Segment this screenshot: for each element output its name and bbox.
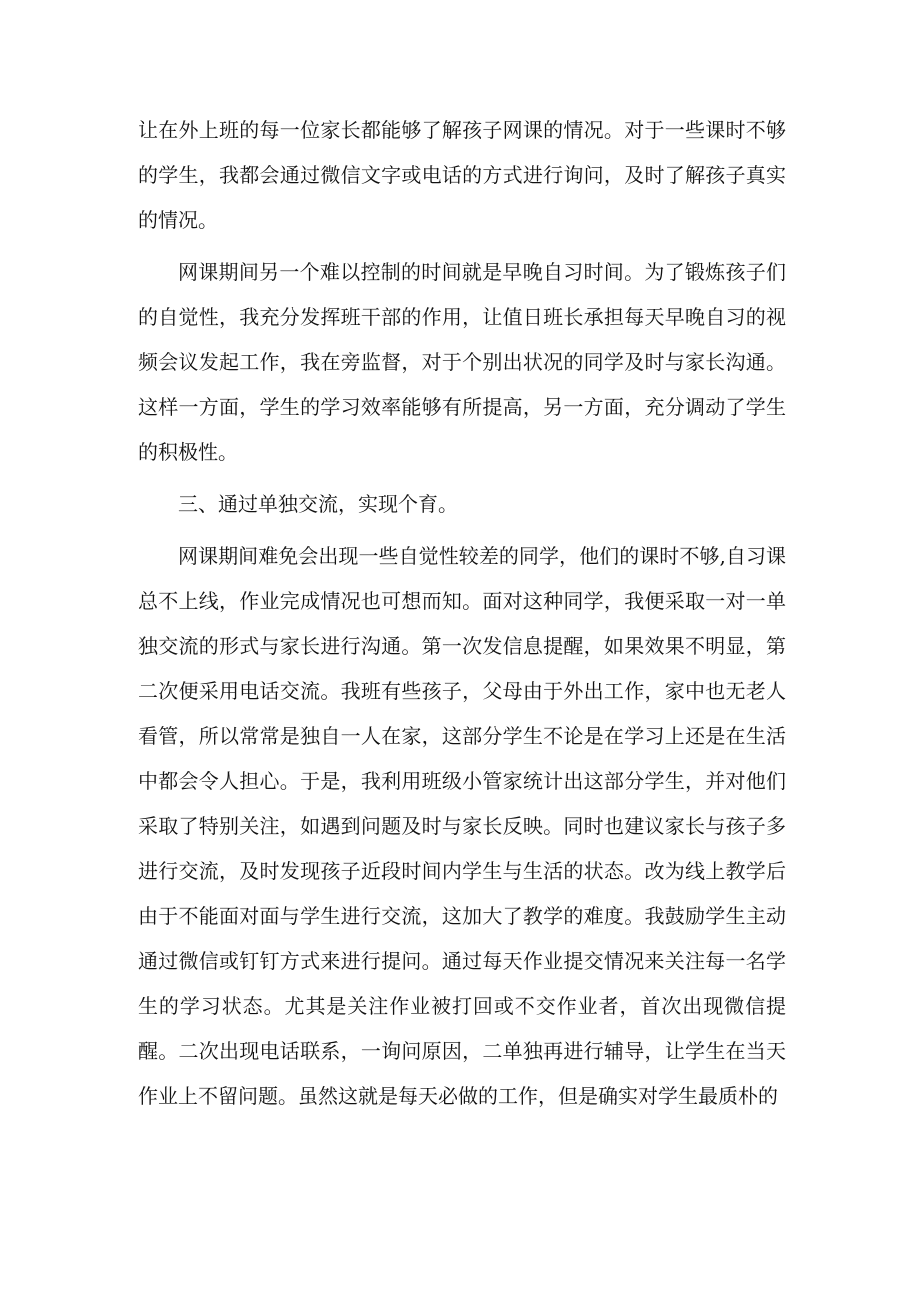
paragraph-self-study: 网课期间另一个难以控制的时间就是早晚自习时间。为了锻炼孩子们的自觉性，我充分发挥班干部的作用，让值日班长承担每天早晚自习的视频会议发起工作，我在旁监督，对于个别出状况的同学及时与家长沟通。这样一方面，学生的学习效率能够有所提高，另一方面，充分调动了学生的积极性。 [138,260,786,464]
paragraph-continued: 让在外上班的每一位家长都能够了解孩子网课的情况。对于一些课时不够的学生，我都会通过微信文字或电话的方式进行询问，及时了解孩子真实的情况。 [138,118,786,232]
section-heading: 三、通过单独交流，实现个育。 [178,492,458,516]
paragraph-individual-communication: 网课期间难免会出现一些自觉性较差的同学，他们的课时不够,自习课总不上线，作业完成情况也可想而知。面对这种同学，我便采取一对一单独交流的形式与家长进行沟通。第一次发信息提醒，如果效果不明显，第二次便采用电话交流。我班有些孩子，父母由于外出工作，家中也无老人看管，所以常常是独自一人在家，这部分学生不论是在学习上还是在生活中都会令人担心。于是，我利用班级小管家统计出这部分学生，并对他们采取了特别关注，如遇到问题及时与家长反映。同时也建议家长与孩子多进行交流，及时发现孩子近段时间内学生与生活的状态。改为线上教学后由于不能面对面与学生进行交流，这加大了教学的难度。我鼓励学生主动通过微信或钉钉方式来进行提问。通过每天作业提交情况来关注每一名学生的学习状态。尤其是关注作业被打回或不交作业者，首次出现微信提醒。二次出现电话联系，一询问原因，二单独再进行辅导，让学生在当天作业上不留问题。虽然这就是每天必做的工作，但是确实对学生最质朴的 [138,544,786,1108]
document-page [138,108,786,1126]
